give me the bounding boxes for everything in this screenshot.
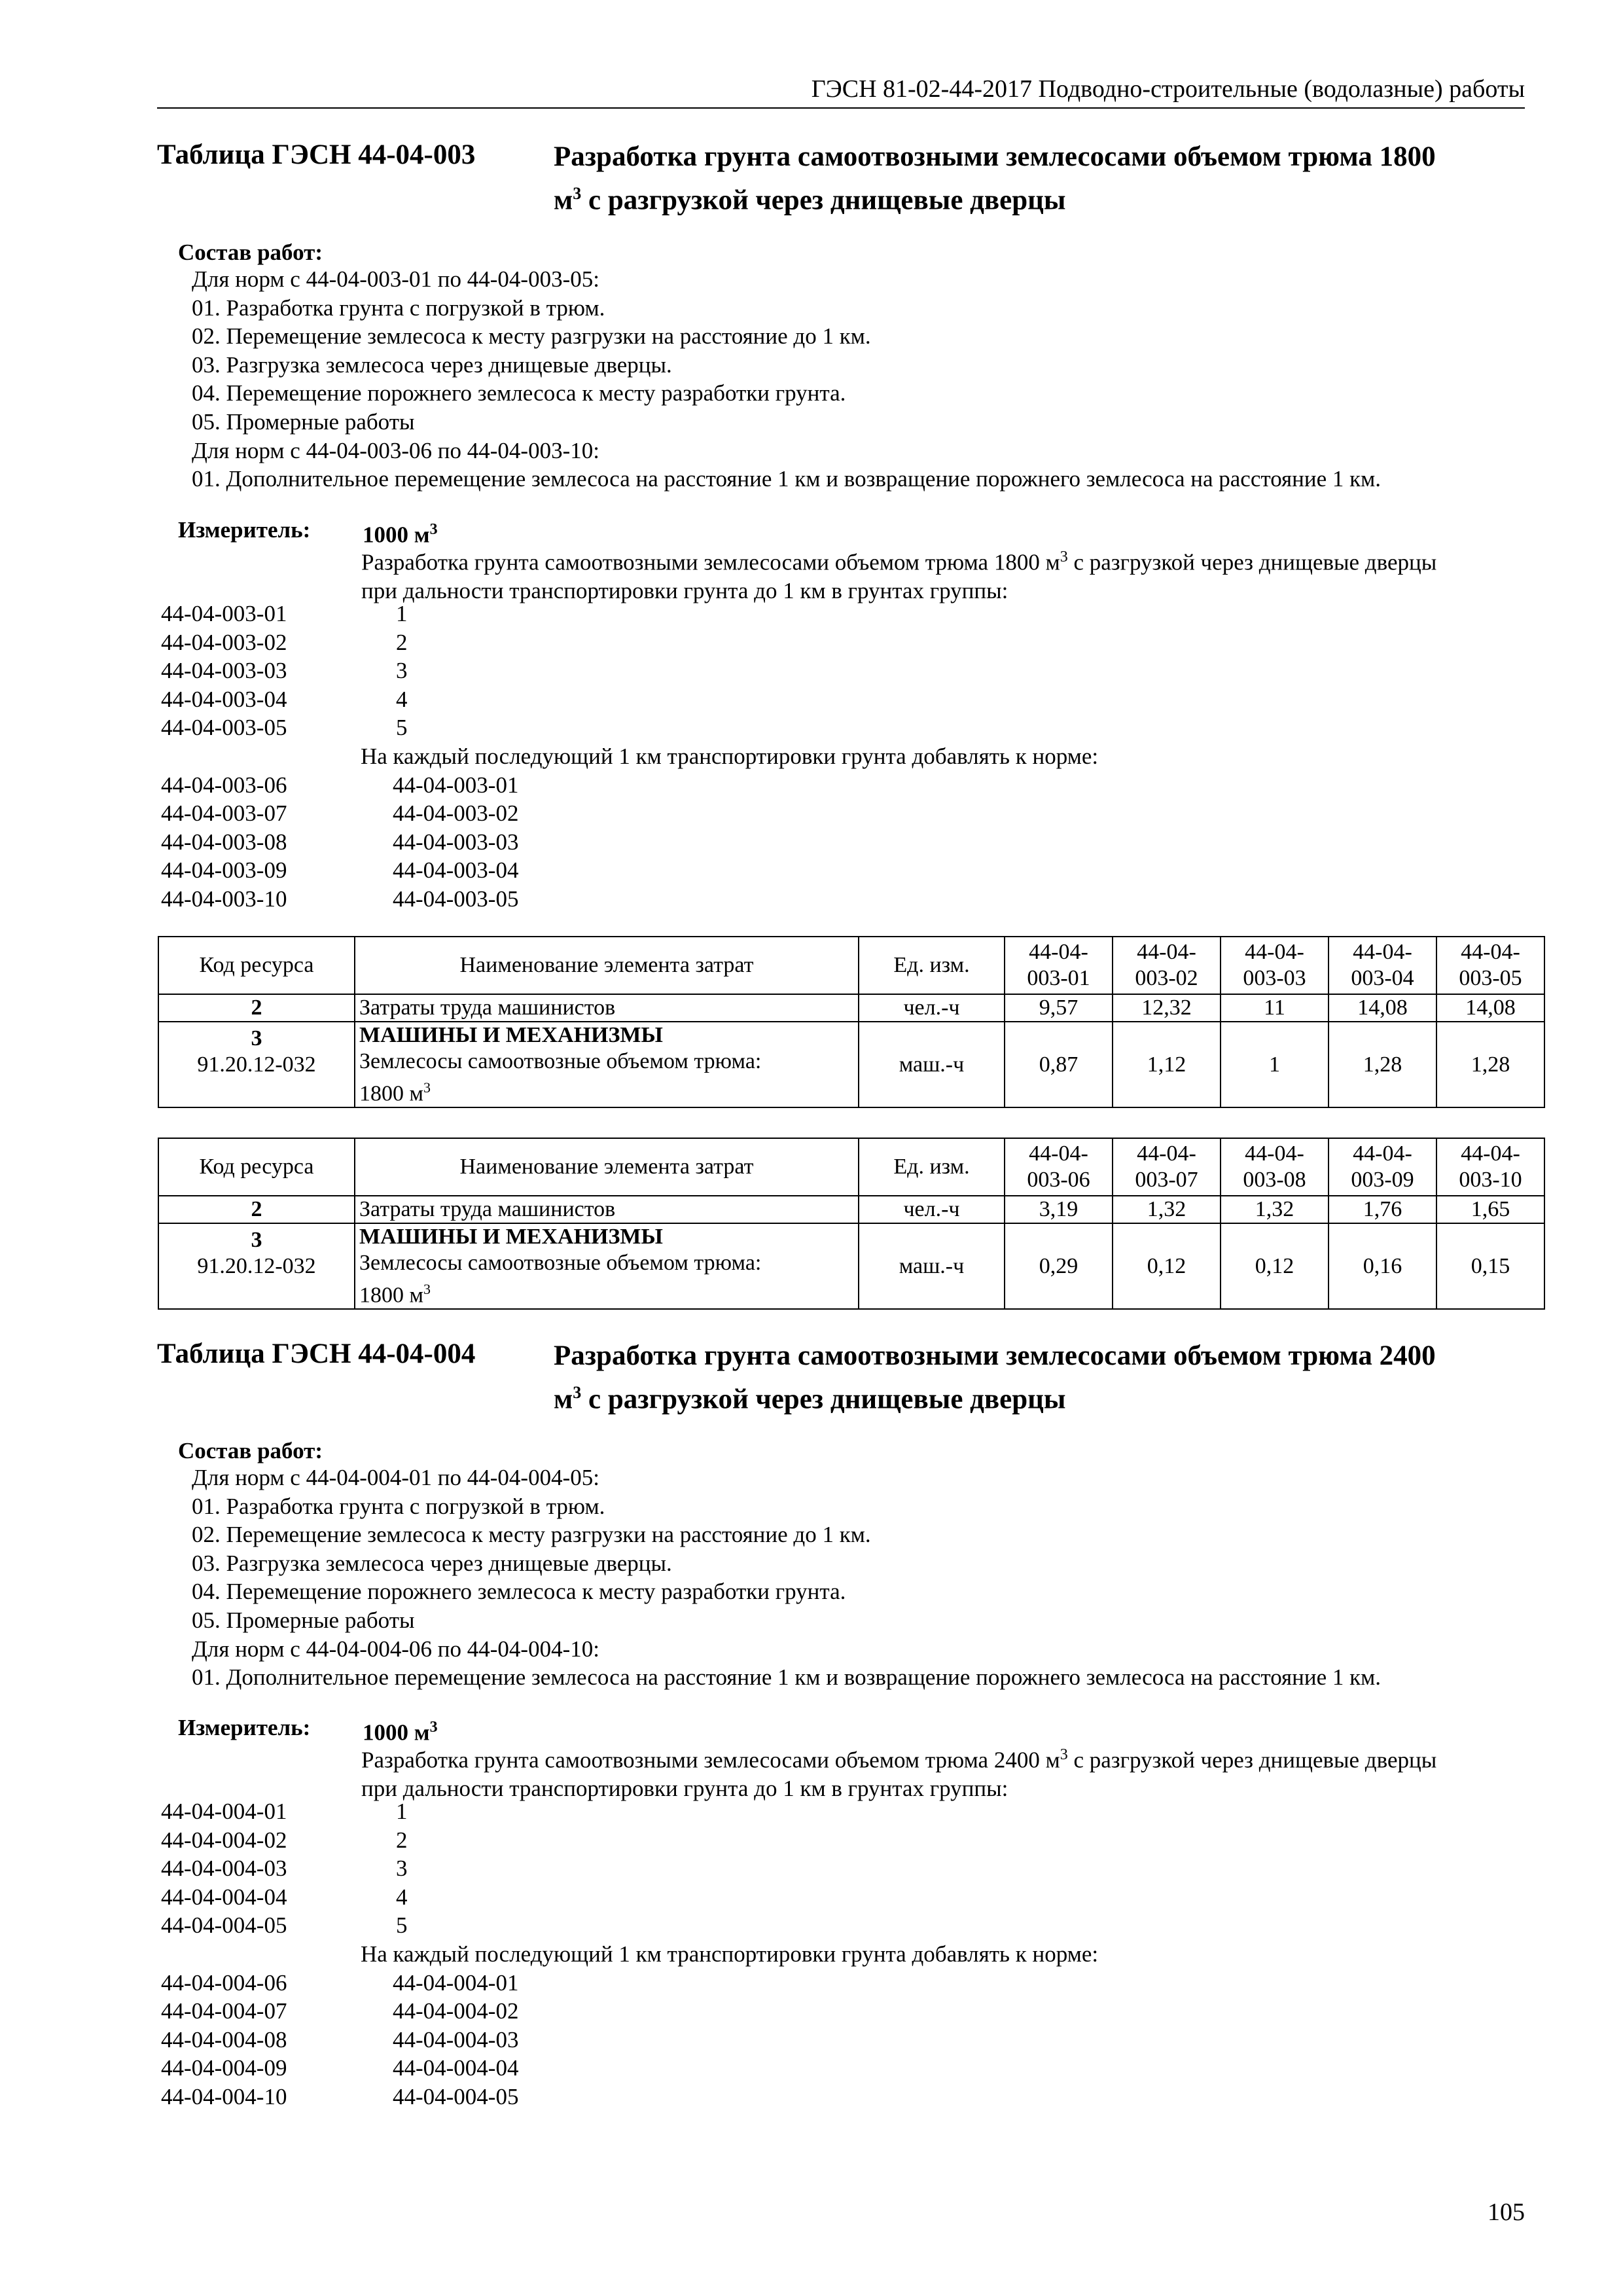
column-header-unit: Ед. изм. bbox=[859, 1138, 1005, 1196]
composition-line: 01. Разработка грунта с погрузкой в трюм. bbox=[192, 295, 605, 321]
column-header-norm: 44-04- 003-02 bbox=[1113, 937, 1221, 994]
table-title bbox=[554, 1338, 1535, 1418]
composition-list bbox=[192, 1463, 1381, 1692]
norm-row: 44-04-003-07 44-04-003-02 bbox=[161, 800, 519, 827]
table-row-machines: 3 91.20.12-032 МАШИНЫ И МЕХАНИЗМЫ Землесосы самоотвозные объемом трюма: 1800 $м^3$ маш.-ч 0,87 1,12 1 1,28 1,28 bbox=[158, 1022, 1544, 1107]
table-row-labor: 2 Затраты труда машинистов чел.-ч 3,19 1,32 1,32 1,76 1,65 bbox=[158, 1196, 1544, 1223]
norm-row: 44-04-004-04 4 bbox=[161, 1884, 408, 1910]
resource-cost-table bbox=[158, 1138, 1545, 1310]
norm-code-list bbox=[161, 600, 1404, 914]
composition-line: Для норм с 44-04-003-06 по 44-04-003-10: bbox=[192, 437, 599, 463]
table-header-row bbox=[158, 1138, 1544, 1196]
table-title-line2: $м^3$ с разгрузкой через днищевые дверцы bbox=[554, 1383, 1066, 1415]
column-header-unit: Ед. изм. bbox=[859, 937, 1005, 994]
column-header-norm: 44-04- 003-06 bbox=[1005, 1138, 1113, 1196]
composition-line: 02. Перемещение землесоса к месту разгрузки на расстояние до 1 км. bbox=[192, 1522, 871, 1548]
norm-row: 44-04-003-08 44-04-003-03 bbox=[161, 829, 519, 855]
column-header-norm: 44-04- 003-04 bbox=[1329, 937, 1436, 994]
table-title-line2: $м^3$ с разгрузкой через днищевые дверцы bbox=[554, 184, 1066, 216]
column-header-name: Наименование элемента затрат bbox=[355, 937, 859, 994]
composition-heading: Состав работ: bbox=[178, 240, 323, 265]
composition-heading: Состав работ: bbox=[178, 1438, 323, 1463]
additional-note: На каждый последующий 1 км транспортировки грунта добавлять к норме: bbox=[361, 743, 1099, 769]
resource-cost-table bbox=[158, 936, 1545, 1108]
table-header-row bbox=[158, 937, 1544, 994]
meter-label: Измеритель: bbox=[178, 517, 311, 543]
column-header-norm: 44-04- 003-07 bbox=[1113, 1138, 1221, 1196]
norm-row: 44-04-004-05 5 bbox=[161, 1912, 408, 1939]
composition-line: 04. Перемещение порожнего землесоса к месту разработки грунта. bbox=[192, 1579, 846, 1605]
composition-line: 03. Разгрузка землесоса через днищевые дверцы. bbox=[192, 351, 672, 378]
composition-line: Для норм с 44-04-004-01 по 44-04-004-05: bbox=[192, 1465, 599, 1490]
norm-row: 44-04-003-05 5 bbox=[161, 715, 408, 741]
composition-line: 01. Дополнительное перемещение землесоса на расстояние 1 км и возвращение порожнего землесоса на расстояние 1 км. bbox=[192, 1664, 1382, 1691]
column-header-code: Код ресурса bbox=[158, 1138, 355, 1196]
composition-line: 03. Разгрузка землесоса через днищевые дверцы. bbox=[192, 1550, 672, 1576]
table-row-machines: 3 91.20.12-032 МАШИНЫ И МЕХАНИЗМЫ Землесосы самоотвозные объемом трюма: 1800 $м^3$ маш.-ч 0,29 0,12 0,12 0,16 0,15 bbox=[158, 1223, 1544, 1309]
norm-row: 44-04-003-04 4 bbox=[161, 686, 408, 712]
norm-description: Разработка грунта самоотвозными землесосами объемом трюма 1800 $м^3$ с разгрузкой через днищевые дверцы при дальности транспортировки грунта до 1 км в грунтах группы: bbox=[361, 548, 1437, 604]
column-header-norm: 44-04- 003-09 bbox=[1329, 1138, 1436, 1196]
norm-row: 44-04-003-01 1 bbox=[161, 601, 408, 626]
table-title bbox=[554, 139, 1535, 219]
table-row-labor: 2 Затраты труда машинистов чел.-ч 9,57 12,32 11 14,08 14,08 bbox=[158, 994, 1544, 1022]
composition-line: 05. Промерные работы bbox=[192, 408, 415, 435]
composition-line: 02. Перемещение землесоса к месту разгрузки на расстояние до 1 км. bbox=[192, 323, 871, 350]
page-number: 105 bbox=[1488, 2198, 1525, 2226]
norm-row: 44-04-004-08 44-04-004-03 bbox=[161, 2026, 519, 2053]
norm-row: 44-04-003-10 44-04-003-05 bbox=[161, 886, 519, 912]
running-header: ГЭСН 81-02-44-2017 Подводно-строительные (водолазные) работы bbox=[157, 72, 1525, 109]
composition-list bbox=[192, 265, 1381, 493]
composition-line: Для норм с 44-04-003-01 по 44-04-003-05: bbox=[192, 266, 599, 292]
table-title-line1: Разработка грунта самоотвозными землесосами объемом трюма 2400 bbox=[554, 1340, 1436, 1371]
meter-label: Измеритель: bbox=[178, 1715, 311, 1740]
column-header-name: Наименование элемента затрат bbox=[355, 1138, 859, 1196]
composition-line: 01. Дополнительное перемещение землесоса на расстояние 1 км и возвращение порожнего землесоса на расстояние 1 км. bbox=[192, 466, 1382, 492]
norm-row: 44-04-004-10 44-04-004-05 bbox=[161, 2083, 519, 2109]
column-header-norm: 44-04- 003-08 bbox=[1221, 1138, 1329, 1196]
norm-row: 44-04-003-06 44-04-003-01 bbox=[161, 772, 519, 798]
norm-row: 44-04-004-03 3 bbox=[161, 1856, 408, 1882]
composition-line: 04. Перемещение порожнего землесоса к месту разработки грунта. bbox=[192, 380, 846, 406]
column-header-code: Код ресурса bbox=[158, 937, 355, 994]
meter-value: 1000 $м^3$ bbox=[363, 1719, 438, 1746]
norm-row: 44-04-004-07 44-04-004-02 bbox=[161, 1998, 519, 2024]
meter-value: 1000 $м^3$ bbox=[363, 521, 438, 548]
norm-row: 44-04-004-09 44-04-004-04 bbox=[161, 2055, 519, 2081]
table-label: Таблица ГЭСН 44-04-003 bbox=[157, 139, 476, 170]
norm-code-list bbox=[161, 1797, 1404, 2111]
norm-row: 44-04-004-06 44-04-004-01 bbox=[161, 1969, 519, 1996]
column-header-norm: 44-04- 003-03 bbox=[1221, 937, 1329, 994]
additional-note: На каждый последующий 1 км транспортировки грунта добавлять к норме: bbox=[361, 1941, 1099, 1967]
composition-line: 01. Разработка грунта с погрузкой в трюм. bbox=[192, 1493, 605, 1519]
norm-row: 44-04-003-09 44-04-003-04 bbox=[161, 857, 519, 884]
norm-row: 44-04-004-01 1 bbox=[161, 1799, 408, 1824]
table-label: Таблица ГЭСН 44-04-004 bbox=[157, 1338, 476, 1369]
column-header-norm: 44-04- 003-10 bbox=[1436, 1138, 1544, 1196]
norm-row: 44-04-004-02 2 bbox=[161, 1827, 408, 1853]
composition-line: 05. Промерные работы bbox=[192, 1607, 415, 1633]
column-header-norm: 44-04- 003-01 bbox=[1005, 937, 1113, 994]
norm-description: Разработка грунта самоотвозными землесосами объемом трюма 2400 $м^3$ с разгрузкой через днищевые дверцы при дальности транспортировки грунта до 1 км в грунтах группы: bbox=[361, 1746, 1437, 1802]
table-title-line1: Разработка грунта самоотвозными землесосами объемом трюма 1800 bbox=[554, 141, 1436, 172]
column-header-norm: 44-04- 003-05 bbox=[1436, 937, 1544, 994]
norm-row: 44-04-003-02 2 bbox=[161, 629, 408, 655]
norm-row: 44-04-003-03 3 bbox=[161, 658, 408, 684]
composition-line: Для норм с 44-04-004-06 по 44-04-004-10: bbox=[192, 1636, 599, 1662]
